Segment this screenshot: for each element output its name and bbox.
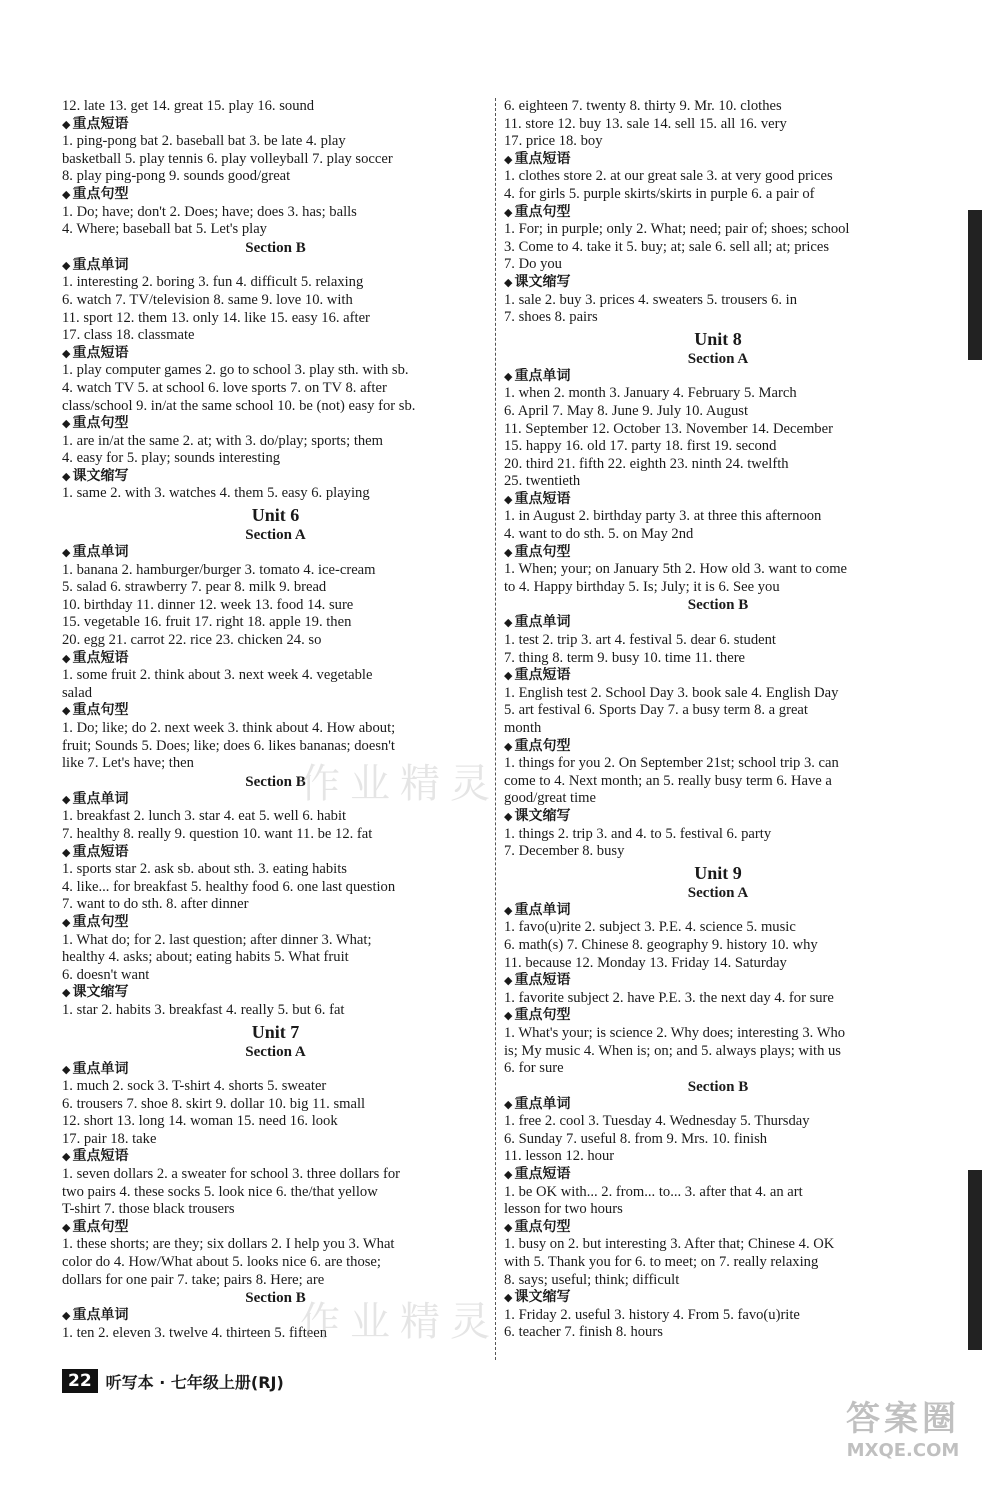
page-footer <box>62 1368 284 1394</box>
section-title: Section A <box>687 884 749 901</box>
answer-line: fruit; Sounds 5. Does; like; does 6. likes bananas; doesn't <box>62 737 395 754</box>
answer-line: 1. some fruit 2. think about 3. next week 4. vegetable <box>62 667 373 684</box>
answer-line: 10. birthday 11. dinner 12. week 13. food 14. sure <box>62 596 354 613</box>
answer-line: 1. free 2. cool 3. Tuesday 4. Wednesday 5. Thursday <box>504 1113 810 1130</box>
section-header: ◆ 重点句型 <box>62 702 489 720</box>
section-header: ◆ 重点短语 <box>62 116 489 134</box>
answer-line: 1. favo(u)rite 2. subject 3. P.E. 4. science 5. music <box>504 919 796 936</box>
answer-line: 1. banana 2. hamburger/burger 3. tomato 4. ice-cream <box>62 561 376 578</box>
answer-line: 15. vegetable 16. fruit 17. right 18. apple 19. then <box>62 614 352 631</box>
logo-url-text: MXQE.COM <box>846 1440 960 1461</box>
answer-line: 1. things 2. trip 3. and 4. to 5. festival 6. party <box>504 825 772 842</box>
section-header: ◆ 重点句型 <box>62 1219 489 1237</box>
answer-line: 15. happy 16. old 17. party 18. first 19. second <box>504 438 777 455</box>
answer-line: 1. Do; have; don't 2. Does; have; does 3. has; balls <box>62 203 357 220</box>
unit-title: Unit 7 <box>251 1021 300 1042</box>
answer-line: 12. late 13. get 14. great 15. play 16. sound <box>62 98 315 114</box>
answer-line: 6. teacher 7. finish 8. hours <box>504 1324 663 1341</box>
answer-line: come to 4. Next month; an 5. really busy term 6. Have a <box>504 772 832 789</box>
left-column <box>62 98 489 1342</box>
answer-line: 6. math(s) 7. Chinese 8. geography 9. history 10. why <box>504 936 818 953</box>
section-header: ◆ 重点句型 <box>504 1007 932 1025</box>
answer-line: month <box>504 720 542 736</box>
answer-line: basketball 5. play tennis 6. play volleyball 7. play soccer <box>62 150 393 167</box>
column-divider <box>495 98 496 1360</box>
answer-line: 1. Do; like; do 2. next week 3. think about 4. How about; <box>62 720 396 736</box>
section-header: ◆ 重点单词 <box>504 902 932 920</box>
answer-line: 6. eighteen 7. twenty 8. thirty 9. Mr. 10. clothes <box>504 98 782 114</box>
answer-line: 1. be OK with... 2. from... to... 3. after that 4. an art <box>504 1183 803 1200</box>
answer-line: healthy 4. asks; about; eating habits 5. What fruit <box>62 949 349 966</box>
unit-title: Unit 6 <box>251 505 300 526</box>
section-title: Section A <box>245 527 306 544</box>
answer-line: to 4. Happy birthday 5. Is; July; it is 6. See you <box>504 578 780 595</box>
answer-line: 1. test 2. trip 3. art 4. festival 5. dear 6. student <box>504 632 776 649</box>
answer-line: 6. watch 7. TV/television 8. same 9. love 10. with <box>62 291 353 308</box>
section-header: ◆ 重点单词 <box>62 791 489 809</box>
answer-line: 4. want to do sth. 5. on May 2nd <box>504 526 694 543</box>
answer-line: 4. like... for breakfast 5. healthy food 6. one last question <box>62 878 396 895</box>
answer-line: 1. When; your; on January 5th 2. How old 3. want to come <box>504 561 848 578</box>
answer-line: 6. Sunday 7. useful 8. from 9. Mrs. 10. finish <box>504 1130 768 1147</box>
answer-line: 11. because 12. Monday 13. Friday 14. Saturday <box>504 954 787 971</box>
unit-title: Unit 8 <box>694 328 742 349</box>
answer-line: 12. short 13. long 14. woman 15. need 16. look <box>62 1113 338 1130</box>
section-header: ◆ 重点短语 <box>504 151 932 169</box>
scan-edge-mark-bottom <box>968 1170 982 1350</box>
section-header: ◆ 重点单词 <box>62 1307 489 1325</box>
section-header: ◆ 重点单词 <box>504 614 932 632</box>
answer-line: 1. breakfast 2. lunch 3. star 4. eat 5. well 6. habit <box>62 808 347 825</box>
answer-line: dollars for one pair 7. take; pairs 8. Here; are <box>62 1271 325 1288</box>
answer-line: two pairs 4. these socks 5. look nice 6. the/that yellow <box>62 1183 378 1200</box>
answer-line: 4. easy for 5. play; sounds interesting <box>62 450 281 467</box>
answer-line: 1. in August 2. birthday party 3. at three this afternoon <box>504 508 822 525</box>
answer-line: 1. What's your; is science 2. Why does; interesting 3. Who <box>504 1024 846 1041</box>
section-header: ◆ 重点单词 <box>62 257 489 275</box>
answer-site-logo <box>846 1391 960 1461</box>
book-title: 听写本 · 七年级上册(RJ) <box>105 1372 284 1392</box>
section-title: Section A <box>687 350 749 367</box>
answer-line: 11. sport 12. them 13. only 14. like 15. easy 16. after <box>62 309 370 326</box>
answer-line: 1. same 2. with 3. watches 4. them 5. easy 6. playing <box>62 485 370 502</box>
answer-line: 1. these shorts; are they; six dollars 2. I help you 3. What <box>62 1236 395 1253</box>
answer-line: color do 4. How/What about 5. looks nice 6. are those; <box>62 1254 381 1271</box>
section-header: ◆ 重点单词 <box>504 1096 932 1114</box>
section-header: ◆ 重点句型 <box>62 415 489 433</box>
answer-line: salad <box>62 684 92 701</box>
answer-line: 4. watch TV 5. at school 6. love sports 7. on TV 8. after <box>62 379 387 396</box>
answer-line: like 7. Let's have; then <box>62 755 194 772</box>
section-header: ◆ 重点句型 <box>504 204 932 222</box>
section-header: ◆ 课文缩写 <box>504 1289 932 1307</box>
answer-line: T-shirt 7. those black trousers <box>62 1201 235 1218</box>
section-header: ◆ 重点短语 <box>62 345 489 363</box>
answer-line: 4. Where; baseball bat 5. Let's play <box>62 221 267 238</box>
answer-line: 5. art festival 6. Sports Day 7. a busy term 8. a great <box>504 702 808 719</box>
section-header: ◆ 课文缩写 <box>504 808 932 826</box>
answer-line: 3. Come to 4. take it 5. buy; at; sale 6. sell all; at; prices <box>504 238 830 255</box>
answer-line: 6. trousers 7. shoe 8. skirt 9. dollar 10. big 11. small <box>62 1095 366 1112</box>
answer-line: 17. pair 18. take <box>62 1130 157 1147</box>
answer-line: 6. April 7. May 8. June 9. July 10. August <box>504 402 749 419</box>
answer-line: 11. lesson 12. hour <box>504 1148 615 1165</box>
answer-line: 1. ping-pong bat 2. baseball bat 3. be late 4. play <box>62 133 346 150</box>
answer-line: 1. when 2. month 3. January 4. February 5. March <box>504 385 797 402</box>
right-column <box>504 98 932 1342</box>
answer-line: with 5. Thank you for 6. to meet; on 7. really relaxing <box>504 1254 819 1271</box>
section-header: ◆ 重点短语 <box>62 844 489 862</box>
answer-line: 1. star 2. habits 3. breakfast 4. really 5. but 6. fat <box>62 1001 345 1018</box>
answer-line: 17. class 18. classmate <box>62 327 195 344</box>
section-header: ◆ 课文缩写 <box>504 274 932 292</box>
answer-line: 1. interesting 2. boring 3. fun 4. difficult 5. relaxing <box>62 274 364 291</box>
answer-line: 1. Friday 2. useful 3. history 4. From 5. favo(u)rite <box>504 1306 800 1323</box>
answer-line: 1. much 2. sock 3. T-shirt 4. shorts 5. sweater <box>62 1078 327 1095</box>
answer-line: 1. ten 2. eleven 3. twelve 4. thirteen 5. fifteen <box>62 1324 328 1341</box>
watermark-middle: 作业精灵 <box>300 761 500 807</box>
section-header: ◆ 重点句型 <box>62 914 489 932</box>
answer-line: 1. seven dollars 2. a sweater for school 3. three dollars for <box>62 1166 400 1183</box>
answer-line: class/school 9. in/at the same school 10. be (not) easy for sb. <box>62 397 416 414</box>
answer-line: 1. busy on 2. but interesting 3. After that; Chinese 4. OK <box>504 1236 835 1253</box>
answer-line: 20. third 21. fifth 22. eighth 23. ninth 24. twelfth <box>504 455 789 472</box>
section-title: Section A <box>245 1043 306 1060</box>
watermark-bottom: 作业精灵 <box>300 1299 500 1345</box>
section-header: ◆ 课文缩写 <box>62 984 489 1002</box>
section-title: Section B <box>245 1290 306 1307</box>
answer-line: 1. play computer games 2. go to school 3. play sth. with sb. <box>62 362 409 379</box>
unit-title: Unit 9 <box>694 862 742 883</box>
answer-line: 7. thing 8. term 9. busy 10. time 11. there <box>504 649 746 666</box>
answer-line: 6. doesn't want <box>62 966 150 983</box>
section-header: ◆ 课文缩写 <box>62 468 489 486</box>
section-title: Section B <box>245 239 306 256</box>
answer-line: 11. September 12. October 13. November 14. December <box>504 420 833 437</box>
section-header: ◆ 重点句型 <box>504 738 932 756</box>
answer-line: 4. for girls 5. purple skirts/skirts in purple 6. a pair of <box>504 185 815 202</box>
answer-line: 1. things for you 2. On September 21st; school trip 3. can <box>504 755 839 772</box>
answer-line: 17. price 18. boy <box>504 133 603 150</box>
section-title: Section B <box>687 1078 749 1095</box>
section-header: ◆ 重点短语 <box>504 491 932 509</box>
answer-line: 8. says; useful; think; difficult <box>504 1271 680 1288</box>
answer-line: 1. are in/at the same 2. at; with 3. do/play; sports; them <box>62 432 383 449</box>
answer-line: is; My music 4. When is; on; and 5. always plays; with us <box>504 1042 841 1059</box>
answer-line: 8. play ping-pong 9. sounds good/great <box>62 168 291 185</box>
section-header: ◆ 重点短语 <box>504 972 932 990</box>
answer-line: 20. egg 21. carrot 22. rice 23. chicken 24. so <box>62 632 322 649</box>
answer-line: 1. favorite subject 2. have P.E. 3. the next day 4. for sure <box>504 989 834 1006</box>
answer-line: 7. want to do sth. 8. after dinner <box>62 896 249 913</box>
answer-line: 6. for sure <box>504 1060 564 1077</box>
section-title: Section B <box>245 773 306 790</box>
scan-edge-mark-top <box>968 210 982 360</box>
section-header: ◆ 重点短语 <box>62 1148 489 1166</box>
answer-line: 7. healthy 8. really 9. question 10. want 11. be 12. fat <box>62 825 373 842</box>
section-header: ◆ 重点短语 <box>504 667 932 685</box>
section-header: ◆ 重点单词 <box>62 544 489 562</box>
answer-line: 1. sports star 2. ask sb. about sth. 3. eating habits <box>62 861 347 878</box>
answer-line: 1. sale 2. buy 3. prices 4. sweaters 5. trousers 6. in <box>504 291 798 308</box>
section-header: ◆ 重点句型 <box>504 1219 932 1237</box>
section-title: Section B <box>687 597 749 614</box>
section-header: ◆ 重点单词 <box>62 1061 489 1079</box>
section-header: ◆ 重点句型 <box>504 544 932 562</box>
answer-line: 1. clothes store 2. at our great sale 3. at very good prices <box>504 168 833 185</box>
answer-line: 1. What do; for 2. last question; after dinner 3. What; <box>62 931 372 948</box>
answer-line: 5. salad 6. strawberry 7. pear 8. milk 9. bread <box>62 579 327 596</box>
answer-line: 1. English test 2. School Day 3. book sale 4. English Day <box>504 684 839 701</box>
answer-line: good/great time <box>504 790 596 807</box>
page-number: 22 <box>62 1369 98 1393</box>
answer-line: 7. December 8. busy <box>504 843 625 860</box>
answer-line: 25. twentieth <box>504 473 581 490</box>
answer-line: 1. For; in purple; only 2. What; need; pair of; shoes; school <box>504 221 850 238</box>
section-header: ◆ 重点句型 <box>62 186 489 204</box>
section-header: ◆ 重点短语 <box>62 650 489 668</box>
answer-line: 11. store 12. buy 13. sale 14. sell 15. all 16. very <box>504 115 787 132</box>
answer-line: 7. Do you <box>504 256 562 273</box>
logo-main-text: 答案圈 <box>846 1399 960 1439</box>
section-header: ◆ 重点单词 <box>504 368 932 386</box>
answer-line: lesson for two hours <box>504 1201 623 1218</box>
answer-line: 7. shoes 8. pairs <box>504 309 598 326</box>
section-header: ◆ 重点短语 <box>504 1166 932 1184</box>
